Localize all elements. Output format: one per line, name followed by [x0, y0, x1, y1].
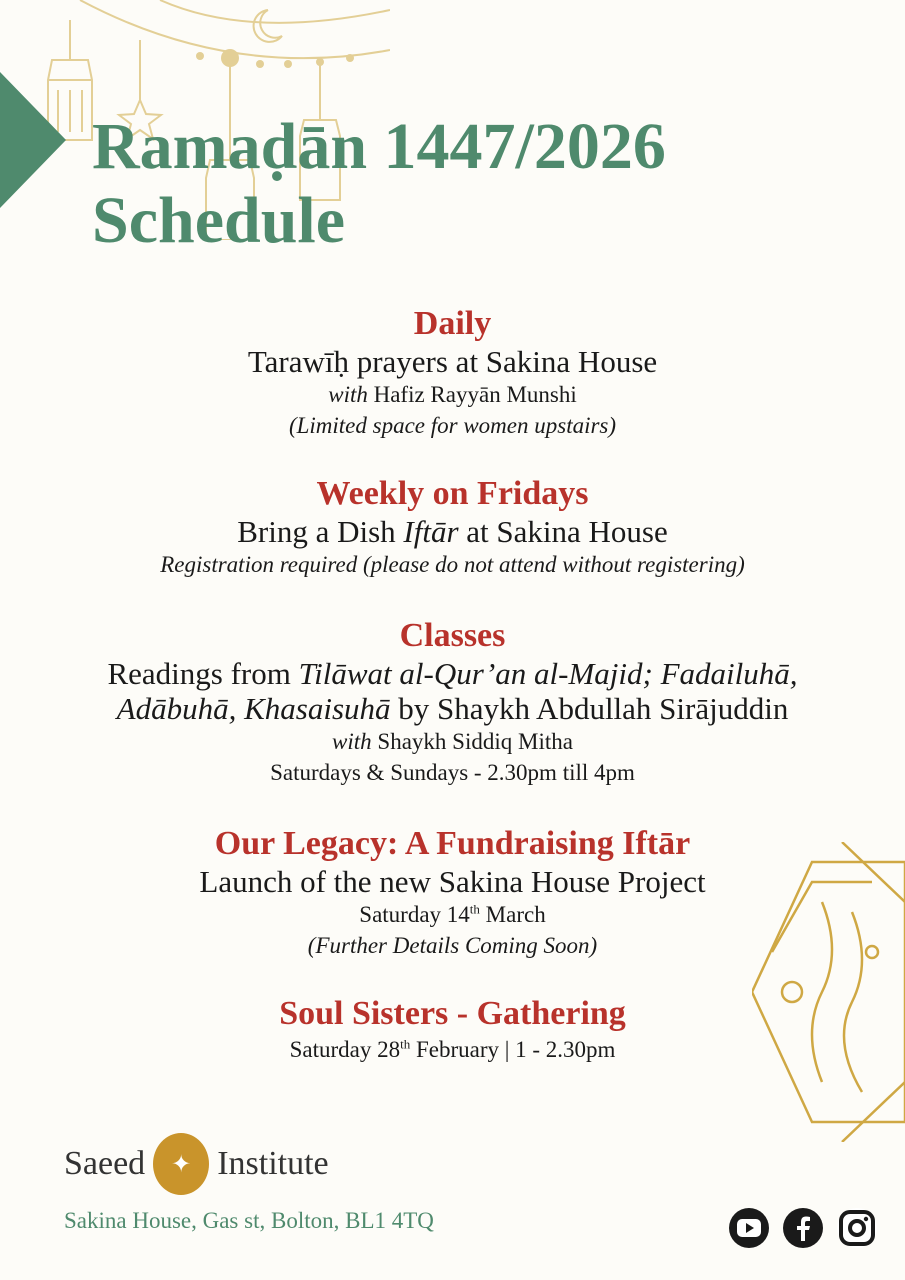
daily-leader-name: Hafiz Rayyān Munshi: [367, 382, 577, 407]
daily-heading: Daily: [413, 305, 492, 342]
daily-with: with: [328, 382, 368, 407]
classes-heading: Classes: [399, 617, 506, 654]
sisters-date-sup: th: [400, 1036, 411, 1052]
daily-note: (Limited space for women upstairs): [288, 413, 617, 438]
weekly-line-a: Bring a Dish: [237, 514, 404, 549]
weekly-line: [0, 514, 905, 549]
legacy-date-a: Saturday 14: [359, 902, 470, 927]
classes-times: Saturdays & Sundays - 2.30pm till 4pm: [270, 760, 635, 785]
section-sisters: [0, 994, 905, 1065]
legacy-line: Launch of the new Sakina House Project: [199, 864, 706, 899]
sisters-date-a: Saturday 28: [289, 1037, 401, 1062]
title-line-1: Ramaḍān 1447/2026: [92, 110, 666, 183]
facebook-icon[interactable]: [783, 1208, 823, 1248]
legacy-note: (Further Details Coming Soon): [307, 933, 598, 958]
saeed-institute-logo: [64, 1130, 329, 1198]
weekly-line-b: Iftār: [403, 514, 459, 549]
page-title: [92, 110, 666, 258]
daily-leader: [0, 379, 905, 410]
weekly-note: Registration required (please do not attend without registering): [160, 552, 745, 577]
legacy-date: [0, 899, 905, 930]
classes-teacher-name: Shaykh Siddiq Mitha: [371, 729, 573, 754]
classes-line-1: [0, 656, 905, 691]
address: Sakina House, Gas st, Bolton, BL1 4TQ: [64, 1208, 434, 1233]
legacy-date-b: March: [479, 902, 546, 927]
section-classes: [0, 616, 905, 788]
instagram-icon[interactable]: [837, 1208, 877, 1248]
youtube-icon[interactable]: [729, 1208, 769, 1248]
sisters-date-b: February | 1 - 2.30pm: [410, 1037, 616, 1062]
section-daily: [0, 304, 905, 441]
green-triangle-accent: [0, 72, 66, 208]
title-line-2: Schedule: [92, 184, 346, 257]
weekly-line-c: at Sakina House: [458, 514, 668, 549]
section-weekly: [0, 474, 905, 580]
legacy-date-sup: th: [469, 901, 480, 917]
weekly-heading: Weekly on Fridays: [316, 475, 589, 512]
classes-line-1a: Readings from: [107, 656, 299, 691]
sisters-date: [0, 1034, 905, 1065]
classes-teacher: [0, 726, 905, 757]
sisters-heading: Soul Sisters - Gathering: [279, 995, 626, 1032]
logo-text-left: Saeed: [64, 1145, 146, 1182]
legacy-heading: Our Legacy: A Fundraising Iftār: [214, 825, 691, 862]
social-links: [729, 1208, 877, 1248]
daily-line: Tarawīḥ prayers at Sakina House: [247, 344, 658, 379]
classes-line-2a: Adābuhā, Khasaisuhā: [116, 691, 391, 726]
logo-emblem-icon: ✦: [153, 1133, 209, 1195]
classes-line-2: [0, 691, 905, 726]
classes-line-1b: Tilāwat al-Qur’an al-Majid; Fadailuhā,: [298, 656, 798, 691]
classes-with: with: [332, 729, 372, 754]
classes-line-2b: by Shaykh Abdullah Sirājuddin: [390, 691, 789, 726]
section-legacy: [0, 824, 905, 961]
logo-text-right: Institute: [217, 1145, 329, 1182]
